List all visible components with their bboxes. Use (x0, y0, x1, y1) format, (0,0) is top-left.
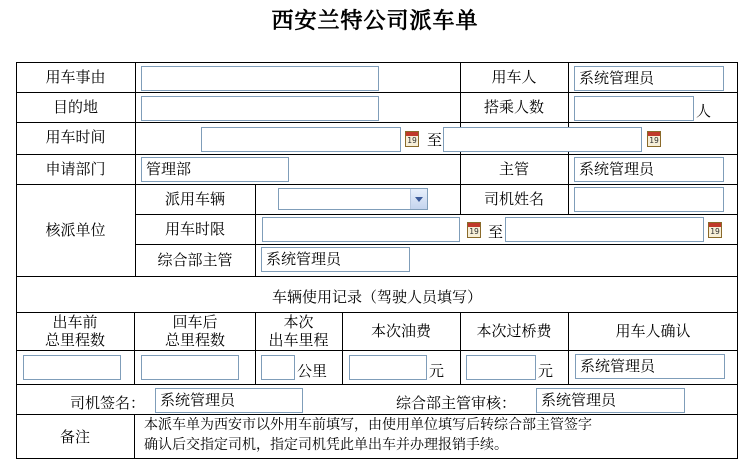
driver-sign-input[interactable]: 系统管理员 (155, 388, 303, 413)
col-confirm: 用车人确认 (615, 322, 691, 340)
label-driver-name: 司机姓名 (483, 190, 544, 208)
return-mileage-input[interactable] (141, 355, 239, 380)
unit-yuan-fuel: 元 (429, 362, 445, 380)
passengers-input[interactable] (574, 96, 694, 121)
limit-from-input[interactable] (262, 217, 460, 242)
label-dispatch-unit: 核派单位 (45, 221, 106, 239)
label-time-limit: 用车时限 (164, 220, 225, 238)
trip-mileage-input[interactable] (261, 355, 295, 380)
col-toll: 本次过桥费 (476, 322, 552, 340)
remarks-text-line-2: 确认后交指定司机，指定司机凭此单出车并办理报销手续。 (144, 437, 508, 453)
chevron-down-icon[interactable] (410, 189, 427, 209)
col-trip-mileage-1: 本次 (283, 313, 314, 331)
label-to: 至 (427, 131, 443, 149)
record-header: 车辆使用记录（驾驶人员填写） (271, 288, 482, 306)
label-gm-supervisor: 综合部主管 (157, 251, 233, 269)
supervisor-input[interactable]: 系统管理员 (574, 157, 724, 182)
label-gm-review: 综合部主管审核： (396, 394, 517, 412)
label-user: 用车人 (491, 68, 537, 86)
label-reason: 用车事由 (45, 68, 106, 86)
user-input[interactable]: 系统管理员 (574, 66, 724, 91)
label-remarks: 备注 (59, 428, 90, 446)
gm-review-input[interactable]: 系统管理员 (536, 388, 685, 413)
start-mileage-input[interactable] (23, 355, 121, 380)
page-title: 西安兰特公司派车单 (271, 8, 479, 34)
reason-input[interactable] (141, 66, 379, 91)
col-start-mileage-1: 出车前 (52, 313, 98, 331)
dept-input[interactable]: 管理部 (141, 157, 289, 182)
label-driver-sign: 司机签名： (70, 394, 146, 412)
driver-name-input[interactable] (574, 187, 724, 212)
calendar-icon[interactable]: 19 (708, 222, 722, 238)
label-passengers: 搭乘人数 (483, 98, 544, 116)
gm-supervisor-input[interactable]: 系统管理员 (261, 247, 410, 272)
col-start-mileage-2: 总里程数 (44, 331, 105, 349)
time-to-input[interactable] (443, 127, 642, 152)
passengers-unit: 人 (696, 102, 712, 120)
label-to2: 至 (488, 223, 504, 241)
calendar-icon[interactable]: 19 (467, 222, 481, 238)
calendar-icon[interactable]: 19 (647, 131, 661, 147)
label-destination: 目的地 (52, 98, 98, 116)
col-trip-mileage-2: 出车里程 (268, 331, 329, 349)
fuel-input[interactable] (349, 355, 427, 380)
limit-to-input[interactable] (505, 217, 704, 242)
label-dept: 申请部门 (45, 160, 106, 178)
toll-input[interactable] (466, 355, 536, 380)
vehicle-select[interactable] (278, 188, 428, 210)
destination-input[interactable] (141, 96, 379, 121)
remarks-text-line-1: 本派车单为西安市以外用车前填写，由使用单位填写后转综合部主管签字 (144, 417, 592, 433)
label-supervisor: 主管 (498, 160, 529, 178)
vehicle-select-value (279, 192, 283, 208)
col-return-mileage-2: 总里程数 (164, 331, 225, 349)
col-fuel: 本次油费 (370, 322, 431, 340)
time-from-input[interactable] (201, 127, 401, 152)
unit-yuan-toll: 元 (538, 362, 554, 380)
confirm-input[interactable]: 系统管理员 (575, 354, 725, 379)
label-time: 用车时间 (45, 128, 106, 146)
col-return-mileage-1: 回车后 (172, 313, 218, 331)
unit-km: 公里 (297, 362, 328, 380)
label-vehicle: 派用车辆 (164, 190, 225, 208)
calendar-icon[interactable]: 19 (405, 131, 419, 147)
